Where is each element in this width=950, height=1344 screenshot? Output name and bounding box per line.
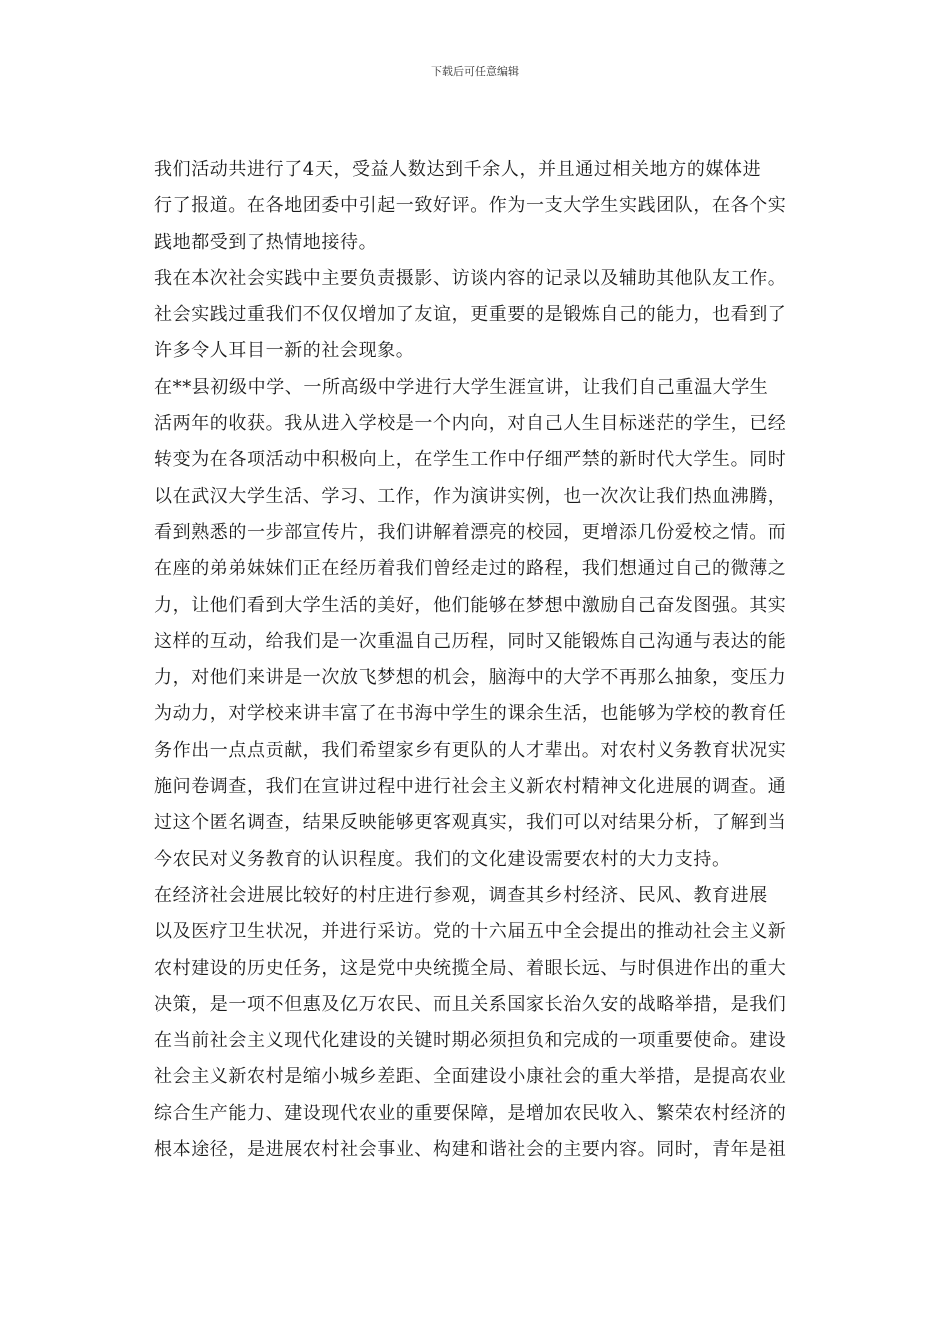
text-line: 在座的弟弟妹妹们正在经历着我们曾经走过的路程，我们想通过自己的微薄之: [154, 558, 787, 580]
text-line: 为动力，对学校来讲丰富了在书海中学生的课余生活，也能够为学校的教育任: [154, 703, 787, 725]
text-line: 力，让他们看到大学生活的美好，他们能够在梦想中激励自己奋发图强。其实: [154, 594, 787, 616]
text-line: 今农民对义务教育的认识程度。我们的文化建设需要农村的大力支持。: [154, 848, 731, 870]
text-line: 社会实践过重我们不仅仅增加了友谊，更重要的是锻炼自己的能力，也看到了: [154, 304, 787, 326]
text-line: 行了报道。在各地团委中引起一致好评。作为一支大学生实践团队，在各个实: [154, 195, 787, 217]
paragraph-4: [145, 878, 815, 1168]
paragraph-1: [145, 152, 815, 261]
text-line: 施问卷调查，我们在宣讲过程中进行社会主义新农村精神文化进展的调查。通: [154, 776, 787, 798]
text-line: 务作出一点点贡献，我们希望家乡有更队的人才辈出。对农村义务教育状况实: [154, 739, 787, 761]
document-body: [145, 152, 815, 1168]
paragraph-3: [145, 370, 815, 878]
text-line: 决策，是一项不但惠及亿万农民、而且关系国家长治久安的战略举措，是我们: [154, 993, 787, 1015]
text-line: 我在本次社会实践中主要负责摄影、访谈内容的记录以及辅助其他队友工作。: [154, 267, 787, 289]
text-line: 看到熟悉的一步部宣传片，我们讲解着漂亮的校园，更增添几份爱校之情。而: [154, 521, 787, 543]
text-line: 我们活动共进行了4天，受益人数达到千余人，并且通过相关地方的媒体进: [154, 159, 762, 180]
text-line: 社会主义新农村是缩小城乡差距、全面建设小康社会的重大举措，是提高农业: [154, 1066, 787, 1088]
text-line: 以在武汉大学生活、学习、工作，作为演讲实例，也一次次让我们热血沸腾，: [154, 485, 787, 507]
text-line: 以及医疗卫生状况，并进行采访。党的十六届五中全会提出的推动社会主义新: [154, 921, 787, 943]
text-line: 综合生产能力、建设现代农业的重要保障，是增加农民收入、繁荣农村经济的: [154, 1102, 787, 1124]
text-line: 农村建设的历史任务，这是党中央统揽全局、着眼长远、与时俱进作出的重大: [154, 957, 787, 979]
text-line: 许多令人耳目一新的社会现象。: [154, 340, 415, 362]
text-line: 在经济社会进展比较好的村庄进行参观，调查其乡村经济、民风、教育进展: [154, 884, 768, 906]
text-line: 在当前社会主义现代化建设的关键时期必须担负和完成的一项重要使命。建设: [154, 1030, 787, 1052]
text-line: 过这个匿名调查，结果反映能够更客观真实，我们可以对结果分析，了解到当: [154, 812, 787, 834]
text-line: 这样的互动，给我们是一次重温自己历程，同时又能锻炼自己沟通与表达的能: [154, 630, 787, 652]
page-header: 下载后可任意编辑: [431, 65, 519, 78]
text-line: 转变为在各项活动中积极向上，在学生工作中仔细严禁的新时代大学生。同时: [154, 449, 787, 471]
text-line: 力，对他们来讲是一次放飞梦想的机会，脑海中的大学不再那么抽象，变压力: [154, 667, 787, 689]
text-line: 活两年的收获。我从进入学校是一个内向，对自己人生目标迷茫的学生，已经: [154, 413, 787, 435]
text-line: 践地都受到了热情地接待。: [154, 231, 378, 253]
text-line: 根本途径，是进展农村社会事业、构建和谐社会的主要内容。同时，青年是祖: [154, 1139, 787, 1161]
paragraph-2: [145, 261, 815, 370]
text-line: 在**县初级中学、一所高级中学进行大学生涯宣讲，让我们自己重温大学生: [154, 376, 769, 398]
